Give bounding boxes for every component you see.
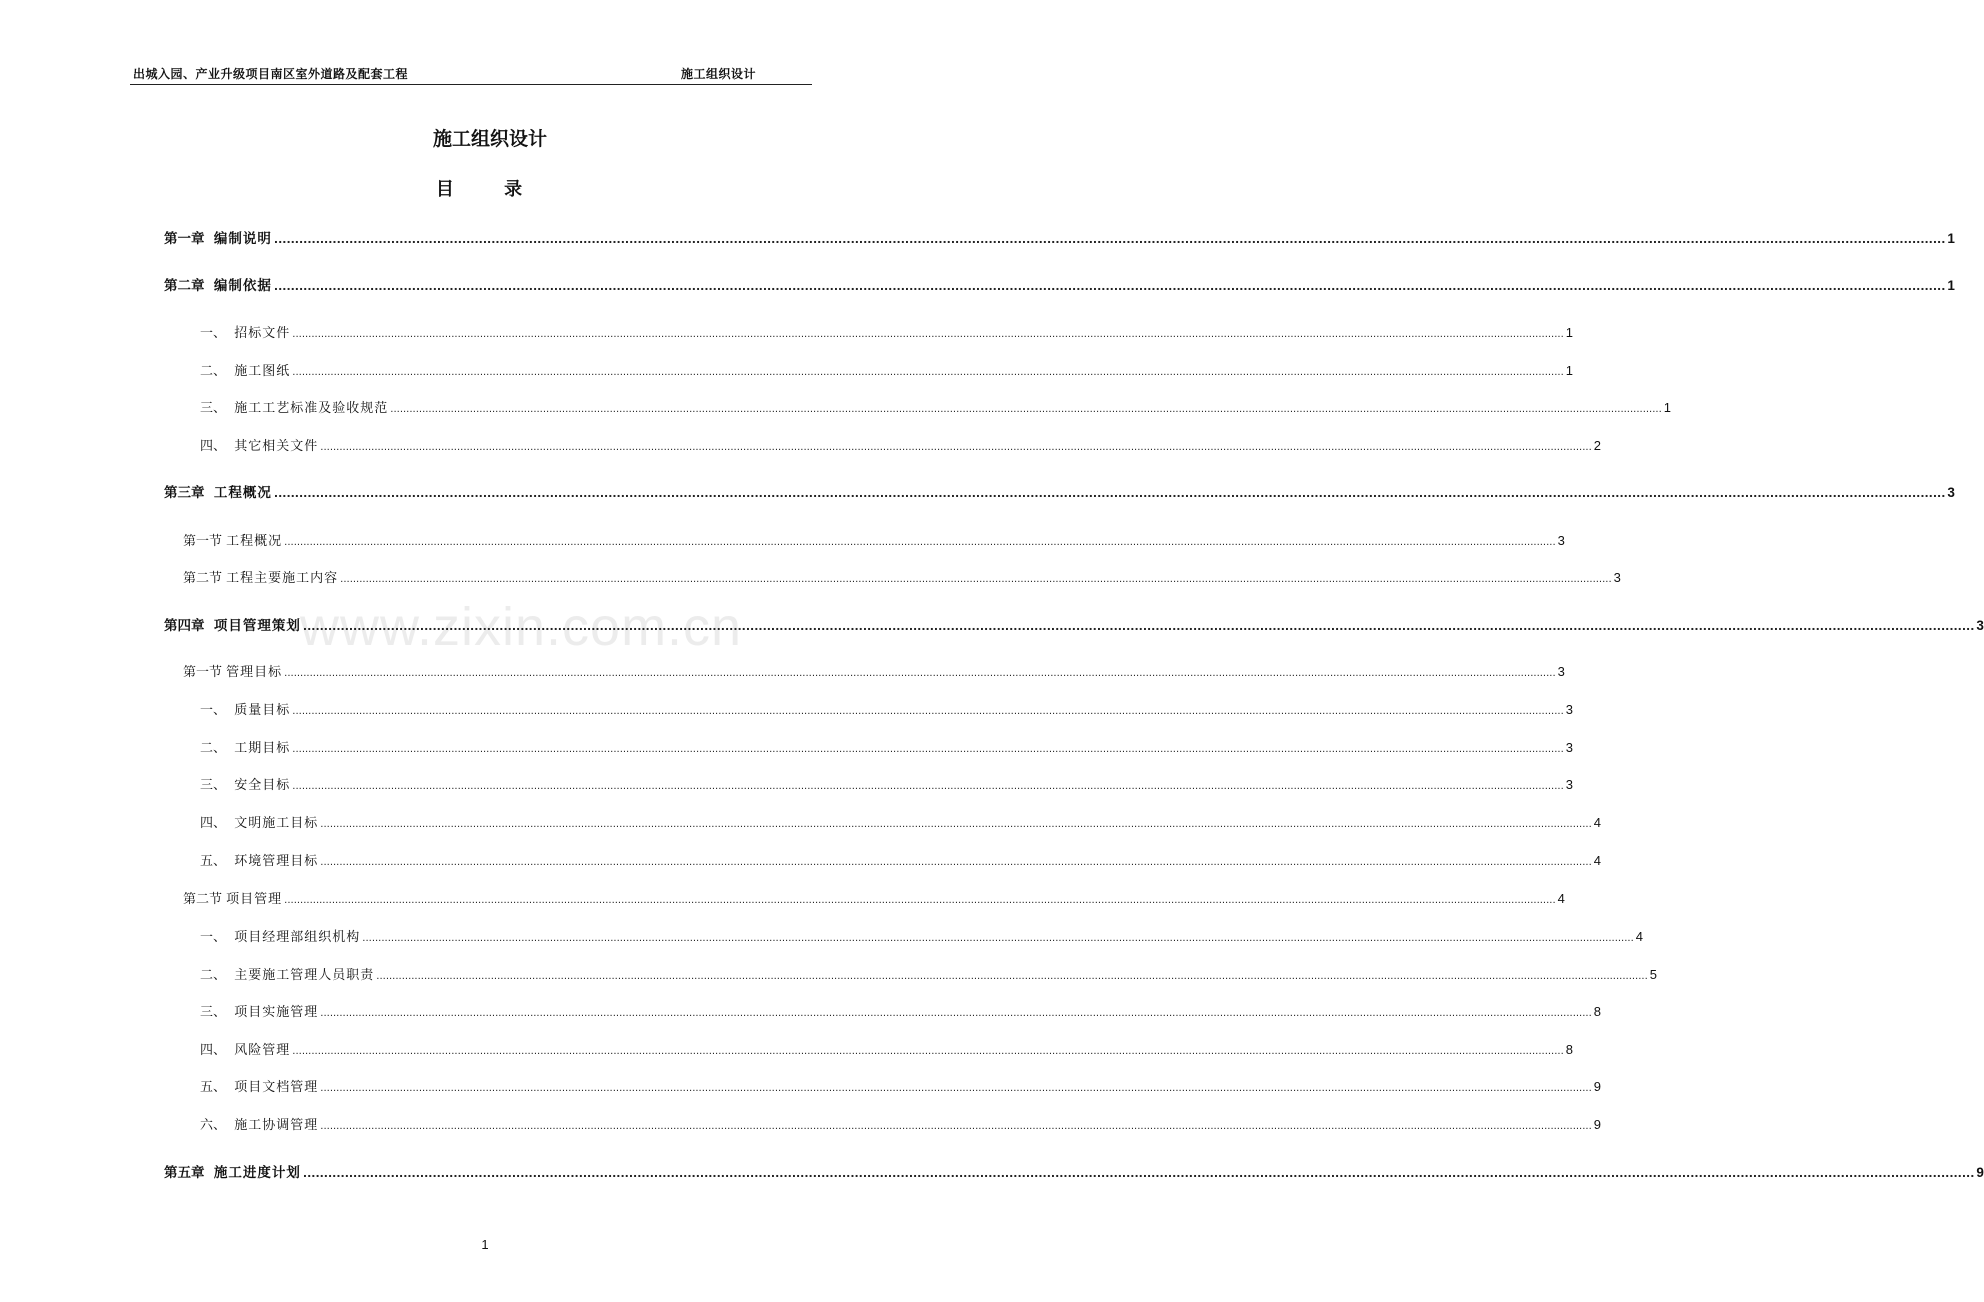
toc-entry-number: 一、 [200,326,235,341]
toc-entry[interactable] [200,738,1573,758]
toc-entry-page: 3 [1565,777,1573,792]
toc-entry-page: 3 [1976,618,1984,633]
toc-entry-number: 第二节 [183,571,227,586]
toc-entry[interactable] [200,1040,1573,1060]
toc-entry-page: 1 [1565,325,1573,340]
toc-entry[interactable] [200,927,1643,947]
toc-entry-number: 第三章 [164,485,214,501]
toc-entry-label: 项目实施管理 [234,1005,319,1020]
toc-entry-label: 施工进度计划 [213,1165,301,1181]
toc-entry-label: 编制说明 [213,231,272,247]
toc-entry[interactable] [200,775,1573,795]
toc-leader-dots: ................................................................................................................................................................................................................................................................................................................................................................................................................ [320,1008,1592,1019]
toc-entry-label: 管理目标 [226,665,283,680]
toc-entry-label: 工程主要施工内容 [226,571,339,586]
toc-entry-number: 四、 [200,816,235,831]
toc-entry-page: 5 [1649,967,1657,982]
toc-leader-dots: ................................................................................................................................................................................................................................................................................................................................................................................................................ [340,574,1612,585]
toc-leader-dots: ................................................................................................................................................................................................................................................................................................................................................................................................................ [284,668,1556,679]
toc-entry-page: 3 [1557,664,1565,679]
toc-leader-dots: ................................................................................................................................................................................................................................................................................................................................................................................................................ [292,744,1564,755]
page-number: 1 [481,1237,489,1252]
toc-entry-number: 四、 [200,1043,235,1058]
toc-entry-label: 安全目标 [234,778,291,793]
toc-entry-number: 第四章 [164,618,214,634]
toc-leader-dots: ................................................................................................................................................................................................................................................................................................................................................................................................................ [273,233,1946,246]
toc-entry[interactable] [200,813,1601,833]
header-doc-type: 施工组织设计 [680,67,756,81]
toc-entry-number: 二、 [200,364,235,379]
toc-entry[interactable] [200,398,1671,418]
toc-entry-page: 8 [1593,1004,1601,1019]
toc-entry[interactable] [200,1077,1601,1097]
toc-entry[interactable] [200,851,1601,871]
toc-entry-number: 一、 [200,703,235,718]
toc-entry-label: 招标文件 [234,326,291,341]
toc-entry[interactable] [164,616,1984,636]
toc-entry-page: 4 [1635,929,1643,944]
document-title: 施工组织设计 [432,128,547,150]
toc-entry-number: 三、 [200,1005,235,1020]
toc-leader-dots: ................................................................................................................................................................................................................................................................................................................................................................................................................ [362,933,1634,944]
toc-leader-dots: ................................................................................................................................................................................................................................................................................................................................................................................................................ [292,367,1564,378]
toc-entry[interactable] [200,700,1573,720]
toc-entry[interactable] [200,436,1601,456]
toc-entry[interactable] [164,276,1955,296]
toc-entry-label: 施工工艺标准及验收规范 [234,401,389,416]
toc-leader-dots: ................................................................................................................................................................................................................................................................................................................................................................................................................ [284,895,1556,906]
toc-entry[interactable] [164,1163,1984,1183]
toc-entry-label: 主要施工管理人员职责 [234,968,375,983]
toc-entry-number: 二、 [200,741,235,756]
toc-entry-page: 1 [1565,363,1573,378]
toc-entry[interactable] [200,1002,1601,1022]
toc-entry[interactable] [200,1115,1601,1135]
toc-entry-number: 第二节 [183,892,227,907]
toc-entry-label: 编制依据 [213,278,272,294]
toc-entry-page: 9 [1976,1165,1984,1180]
toc-entry-number: 三、 [200,778,235,793]
toc-leader-dots: ................................................................................................................................................................................................................................................................................................................................................................................................................ [376,971,1648,982]
toc-leader-dots: ................................................................................................................................................................................................................................................................................................................................................................................................................ [320,1083,1592,1094]
toc-entry-page: 3 [1557,533,1565,548]
toc-entry[interactable] [183,889,1565,909]
toc-entry-page: 9 [1593,1117,1601,1132]
toc-leader-dots: ................................................................................................................................................................................................................................................................................................................................................................................................................ [292,1046,1564,1057]
toc-entry[interactable] [183,531,1565,551]
toc-leader-dots: ................................................................................................................................................................................................................................................................................................................................................................................................................ [320,1121,1592,1132]
toc-entry-label: 文明施工目标 [234,816,319,831]
toc-entry-label: 质量目标 [234,703,291,718]
toc-entry-page: 3 [1565,740,1573,755]
toc-title: 目 录 [435,179,545,200]
toc-entry-label: 项目文档管理 [234,1080,319,1095]
toc-entry[interactable] [200,965,1657,985]
toc-leader-dots: ................................................................................................................................................................................................................................................................................................................................................................................................................ [320,819,1592,830]
toc-entry-number: 六、 [200,1118,235,1133]
toc-entry[interactable] [183,662,1565,682]
toc-entry-page: 4 [1593,853,1601,868]
toc-entry-page: 3 [1613,570,1621,585]
toc-entry-label: 施工图纸 [234,364,291,379]
toc-entry-number: 三、 [200,401,235,416]
toc-entry-label: 工程概况 [213,485,272,501]
toc-entry-label: 施工协调管理 [234,1118,319,1133]
toc-entry-page: 1 [1947,231,1955,246]
toc-entry-label: 工程概况 [226,534,283,549]
toc-leader-dots: ................................................................................................................................................................................................................................................................................................................................................................................................................ [273,487,1946,500]
toc-entry-number: 二、 [200,968,235,983]
toc-leader-dots: ................................................................................................................................................................................................................................................................................................................................................................................................................ [302,620,1975,633]
toc-entry-label: 项目经理部组织机构 [234,930,361,945]
toc-leader-dots: ................................................................................................................................................................................................................................................................................................................................................................................................................ [273,280,1946,293]
toc-entry-number: 第一节 [183,665,227,680]
toc-entry-page: 3 [1947,485,1955,500]
toc-entry-number: 五、 [200,854,235,869]
toc-entry-number: 第一章 [164,231,214,247]
toc-leader-dots: ................................................................................................................................................................................................................................................................................................................................................................................................................ [320,442,1592,453]
toc-entry-label: 工期目标 [234,741,291,756]
toc-entry-number: 第五章 [164,1165,214,1181]
toc-leader-dots: ................................................................................................................................................................................................................................................................................................................................................................................................................ [292,329,1564,340]
toc-leader-dots: ................................................................................................................................................................................................................................................................................................................................................................................................................ [292,781,1564,792]
header-project-name: 出城入园、产业升级项目南区室外道路及配套工程 [133,67,409,81]
toc-entry[interactable] [200,361,1573,381]
toc-leader-dots: ................................................................................................................................................................................................................................................................................................................................................................................................................ [302,1167,1975,1180]
toc-entry[interactable] [164,229,1955,249]
toc-entry-number: 第一节 [183,534,227,549]
watermark: www.zixin.com.cn [300,597,743,657]
toc-entry-number: 四、 [200,439,235,454]
toc-entry-page: 9 [1593,1079,1601,1094]
toc-entry-page: 1 [1663,400,1671,415]
toc-entry-page: 3 [1565,702,1573,717]
toc-entry-page: 1 [1947,278,1955,293]
toc-leader-dots: ................................................................................................................................................................................................................................................................................................................................................................................................................ [390,404,1662,415]
toc-entry-label: 项目管理策划 [213,618,301,634]
toc-entry-label: 项目管理 [226,892,283,907]
toc-entry-page: 4 [1593,815,1601,830]
toc-entry[interactable] [200,323,1573,343]
toc-leader-dots: ................................................................................................................................................................................................................................................................................................................................................................................................................ [320,857,1592,868]
toc-entry-number: 第二章 [164,278,214,294]
toc-entry-page: 2 [1593,438,1601,453]
toc-entry-label: 风险管理 [234,1043,291,1058]
toc-entry-label: 环境管理目标 [234,854,319,869]
toc-leader-dots: ................................................................................................................................................................................................................................................................................................................................................................................................................ [284,537,1556,548]
toc-entry-page: 4 [1557,891,1565,906]
toc-entry-number: 一、 [200,930,235,945]
toc-entry-label: 其它相关文件 [234,439,319,454]
toc-leader-dots: ................................................................................................................................................................................................................................................................................................................................................................................................................ [292,706,1564,717]
toc-entry[interactable] [164,483,1955,503]
toc-entry[interactable] [183,568,1621,588]
toc-entry-number: 五、 [200,1080,235,1095]
toc-entry-page: 8 [1565,1042,1573,1057]
